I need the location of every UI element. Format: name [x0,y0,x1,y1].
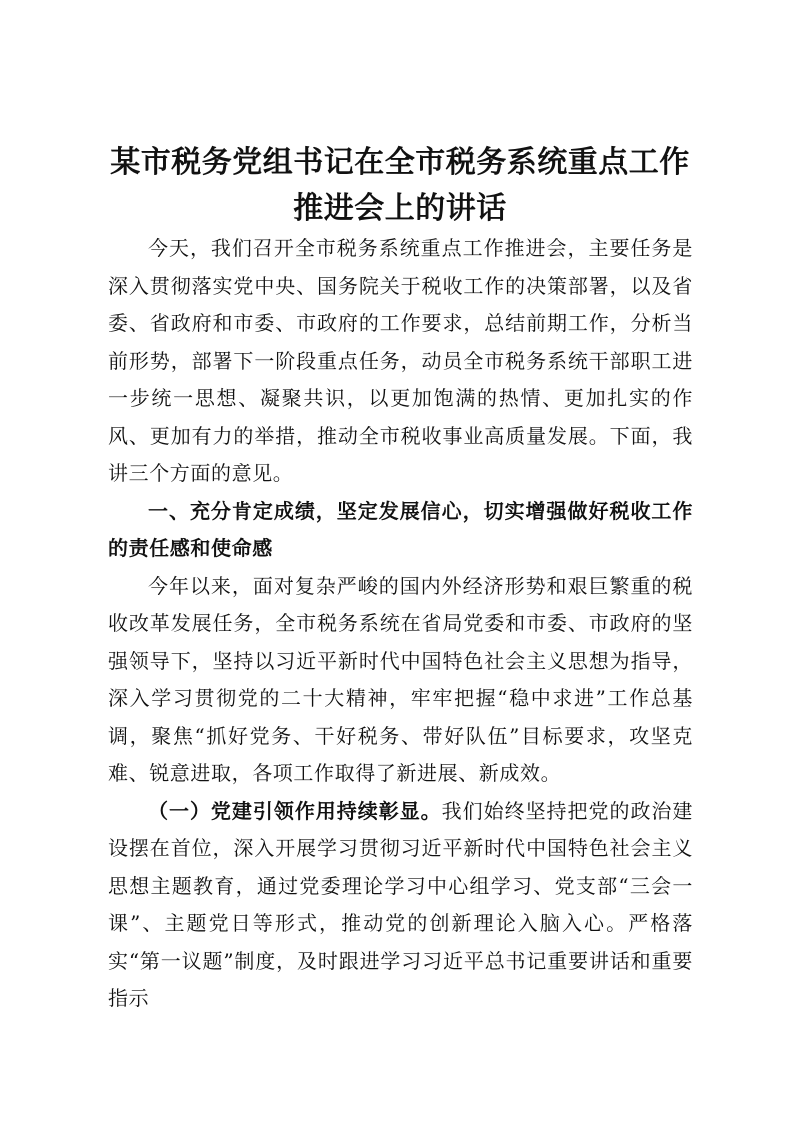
subsection-1-paragraph [108,793,693,1018]
document-body [108,230,693,1018]
intro-paragraph: 今天，我们召开全市税务系统重点工作推进会，主要任务是深入贯彻落实党中央、国务院关于税收工作的决策部署，以及省委、省政府和市委、市政府的工作要求，总结前期工作，分析当前形势，部署下一阶段重点任务，动员全市税务系统干部职工进一步统一思想、凝聚共识，以更加饱满的热情、更加扎实的作风、更加有力的举措，推动全市税收事业高质量发展。下面，我讲三个方面的意见。 [108,236,693,485]
section-1-heading: 一、充分肯定成绩，坚定发展信心，切实增强做好税收工作的责任感和使命感 [108,498,693,560]
subsection-1-lead: （一）党建引领作用持续彰显。 [148,798,442,823]
subsection-1-text: 我们始终坚持把党的政治建设摆在首位，深入开展学习贯彻习近平新时代中国特色社会主义思想主题教育，通过党委理论学习中心组学习、党支部“三会一课”、主题党日等形式，推动党的创新理论入脑入心。严格落实“第一议题”制度，及时跟进学习习近平总书记重要讲话和重要指示 [108,798,694,1010]
section-1-paragraph: 今年以来，面对复杂严峻的国内外经济形势和艰巨繁重的税收改革发展任务，全市税务系统在省局党委和市委、市政府的坚强领导下，坚持以习近平新时代中国特色社会主义思想为指导，深入学习贯彻党的二十大精神，牢牢把握“稳中求进”工作总基调，聚焦“抓好党务、干好税务、带好队伍”目标要求，攻坚克难、锐意进取，各项工作取得了新进展、新成效。 [108,573,693,785]
document-title: 某市税务党组书记在全市税务系统重点工作推进会上的讲话 [110,145,690,226]
